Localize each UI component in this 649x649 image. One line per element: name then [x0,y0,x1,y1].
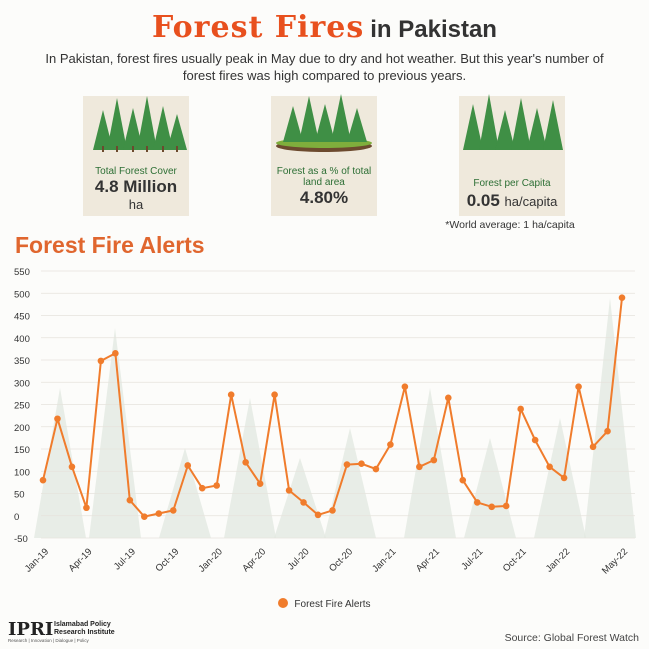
legend-marker [278,598,288,608]
background-tree [274,458,326,538]
source-credit: Source: Global Forest Watch [504,632,639,644]
legend-label: Forest Fire Alerts [294,599,371,610]
stat-value: 0.05 [466,191,500,210]
stat-unit: ha/capita [504,194,558,209]
data-point [300,499,307,506]
stat-value-row [459,191,565,211]
ipri-logo [8,619,128,645]
logo-name [54,621,115,637]
data-point [170,507,177,514]
logo-mark: IPRI [8,619,54,640]
data-point [575,383,582,390]
background-tree [324,428,376,538]
background-tree [584,298,636,538]
x-tick-label: Apr-21 [414,546,442,575]
data-point [40,477,47,484]
data-point [373,466,380,473]
data-point [242,459,249,466]
stat-label: Forest as a % of total land area [276,166,372,188]
data-point [431,457,438,464]
y-tick-label: 150 [14,445,30,456]
x-tick-label: Jul-20 [285,546,312,573]
data-point [488,504,495,511]
y-tick-label: 450 [14,311,30,323]
y-axis-ticks [14,267,30,545]
data-point [98,358,105,365]
background-tree [159,448,211,538]
y-tick-label: 400 [14,333,30,345]
x-tick-label: Oct-20 [327,546,356,575]
data-point [358,460,365,467]
data-point [619,294,626,301]
y-tick-label: 300 [14,378,30,390]
data-point [503,503,510,510]
page-subtitle: In Pakistan, forest fires usually peak in May due to dry and hot weather. But this year's number of forest fires was high compared to previous years. [45,51,604,83]
x-tick-label: Apr-20 [240,546,269,575]
y-tick-label: 350 [14,356,30,367]
data-point [156,510,163,517]
y-tick-label: 550 [14,267,30,278]
stat-label: Forest per Capita [473,178,551,189]
data-point [213,482,220,489]
data-point [69,464,76,471]
y-tick-label: 250 [14,400,30,412]
background-tree [534,418,586,538]
x-tick-label: Jul-19 [111,546,138,573]
data-point [532,437,539,444]
x-tick-label: Apr-19 [66,546,95,575]
trees-icon [83,90,189,152]
stat-value: 4.80% [299,188,349,207]
stat-label: Total Forest Cover [95,166,177,177]
x-tick-label: May-22 [599,546,631,577]
stat-unit: ha [128,197,144,212]
data-point [344,461,351,468]
x-tick-label: Jan-19 [22,546,52,575]
logo-name-line1: Islamabad Policy [54,621,111,628]
trees-on-ground-icon [271,90,377,152]
background-tree [89,328,141,538]
data-point [127,497,134,504]
y-tick-label: 0 [14,511,20,523]
data-point [416,464,423,471]
y-tick-label: -50 [14,534,28,545]
y-tick-label: 100 [14,467,30,479]
series-fire-alerts [40,294,626,520]
x-tick-label: Jan-20 [196,546,225,575]
data-point [199,485,206,492]
data-point [445,395,452,402]
data-point [228,391,235,398]
data-point [474,499,481,506]
data-point [561,475,568,482]
data-point [402,383,409,390]
y-tick-label: 50 [14,489,25,501]
data-point [315,512,322,519]
data-point [54,415,61,422]
data-point [517,406,524,413]
stat-card-forest-per-capita [459,96,565,216]
x-tick-label: Oct-19 [153,546,182,575]
page-title [0,10,649,45]
data-point [83,504,90,511]
chart-title: Forest Fire Alerts [15,232,205,258]
logo-name-line2: Research Institute [54,629,115,636]
x-tick-label: Jan-21 [370,546,399,575]
data-point [112,350,119,357]
data-point [286,487,293,494]
chart-legend [0,598,649,610]
data-point [271,391,278,398]
data-point [459,477,466,484]
world-average-note: *World average: 1 ha/capita [445,219,575,231]
logo-tagline: Research | Innovation | Dialogue | Policy [8,638,89,643]
stat-value: 4.8 Million [94,177,178,196]
x-tick-label: Jan-22 [543,546,573,575]
x-tick-label: Oct-21 [500,546,529,575]
data-point [141,513,148,520]
data-point [546,464,553,471]
data-point [590,443,597,450]
data-point [387,441,394,448]
fire-alerts-line-chart [0,262,649,592]
x-axis-ticks [23,546,630,576]
y-tick-label: 500 [14,289,30,301]
stat-card-forest-percent [271,96,377,216]
y-tick-label: 200 [14,422,30,434]
data-point [329,507,336,514]
data-point [604,428,611,435]
title-rest-text: in Pakistan [370,16,497,43]
stat-card-forest-cover [83,96,189,216]
data-point [184,462,191,469]
title-fire-text: Forest Fires [152,10,365,45]
data-point [257,480,264,487]
trees-icon [459,90,565,152]
x-tick-label: Jul-21 [459,546,486,573]
